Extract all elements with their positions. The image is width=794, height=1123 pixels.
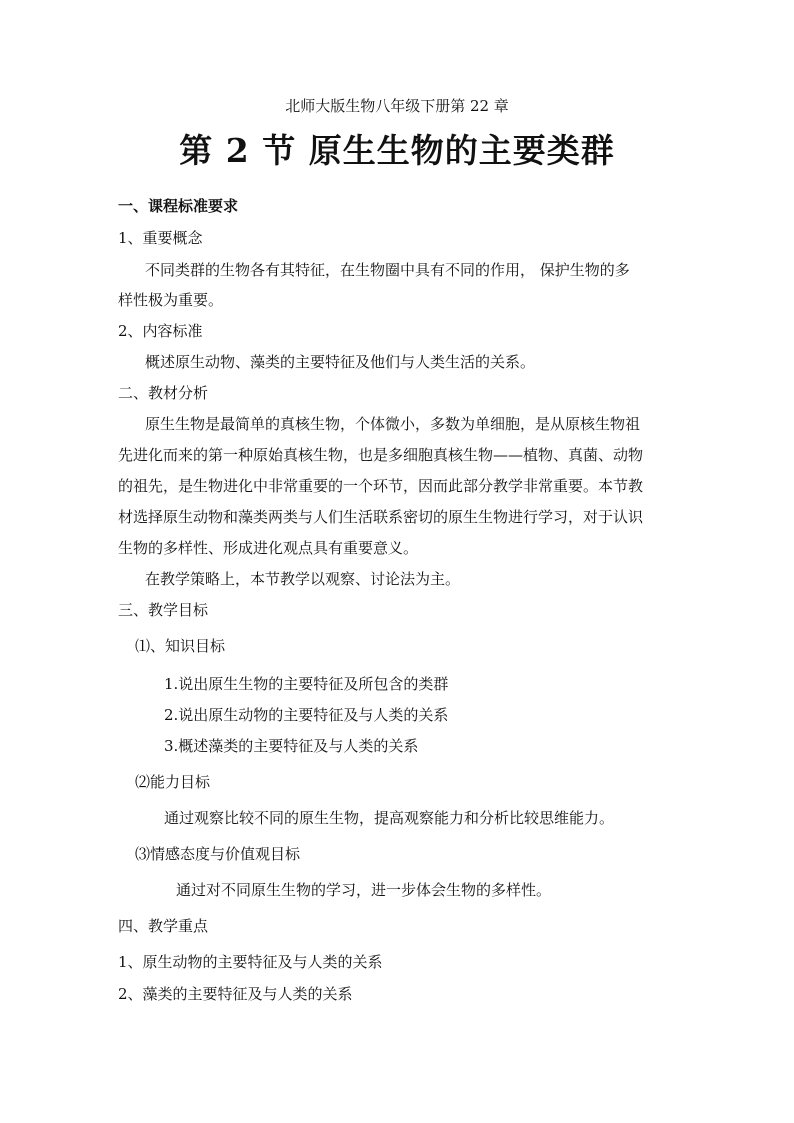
- paragraph-line: 原生生物是最简单的真核生物，个体微小，多数为单细胞，是从原核生物祖: [145, 415, 641, 433]
- subheading-attitude: ⑶情感态度与价值观目标: [135, 845, 301, 863]
- list-item: 1.说出原生生物的主要特征及所包含的类群: [164, 675, 449, 693]
- list-item: 2、藻类的主要特征及与人类的关系: [118, 985, 353, 1003]
- section-heading-key-points: 四、教学重点: [118, 917, 209, 935]
- item-key-concept: 1、重要概念: [118, 229, 203, 247]
- paragraph-line: 材选择原生动物和藻类两类与人们生活联系密切的原生生物进行学习，对于认识: [118, 508, 644, 526]
- paragraph-line: 的祖先，是生物进化中非常重要的一个环节，因而此部分教学非常重要。本节教: [118, 477, 644, 495]
- paragraph-line: 先进化而来的第一种原始真核生物，也是多细胞真核生物——植物、真菌、动物: [118, 446, 644, 464]
- paragraph-line: 在教学策略上，本节教学以观察、讨论法为主。: [145, 570, 461, 588]
- paragraph-line: 概述原生动物、藻类的主要特征及他们与人类生活的关系。: [145, 353, 536, 371]
- section-heading-analysis: 二、教材分析: [118, 384, 209, 402]
- paragraph-line: 生物的多样性、形成进化观点具有重要意义。: [118, 539, 419, 557]
- subheading-knowledge: ⑴、知识目标: [135, 637, 226, 655]
- paragraph-line: 通过观察比较不同的原生生物，提高观察能力和分析比较思维能力。: [164, 809, 615, 827]
- document-title: 第 2 节 原生生物的主要类群: [179, 131, 615, 170]
- section-heading-standards: 一、课程标准要求: [118, 197, 239, 215]
- list-item: 1、原生动物的主要特征及与人类的关系: [118, 953, 383, 971]
- subheading-ability: ⑵能力目标: [135, 773, 211, 791]
- list-item: 2.说出原生动物的主要特征及与人类的关系: [164, 706, 449, 724]
- list-item: 3.概述藻类的主要特征及与人类的关系: [164, 737, 419, 755]
- paragraph-line: 不同类群的生物各有其特征，在生物圈中具有不同的作用， 保护生物的多: [145, 261, 630, 279]
- document-subtitle: 北师大版生物八年级下册第 22 章: [285, 97, 509, 115]
- section-heading-goals: 三、教学目标: [118, 601, 209, 619]
- paragraph-line: 样性极为重要。: [118, 291, 224, 309]
- paragraph-line: 通过对不同原生生物的学习，进一步体会生物的多样性。: [176, 881, 552, 899]
- item-content-standard: 2、内容标准: [118, 322, 203, 340]
